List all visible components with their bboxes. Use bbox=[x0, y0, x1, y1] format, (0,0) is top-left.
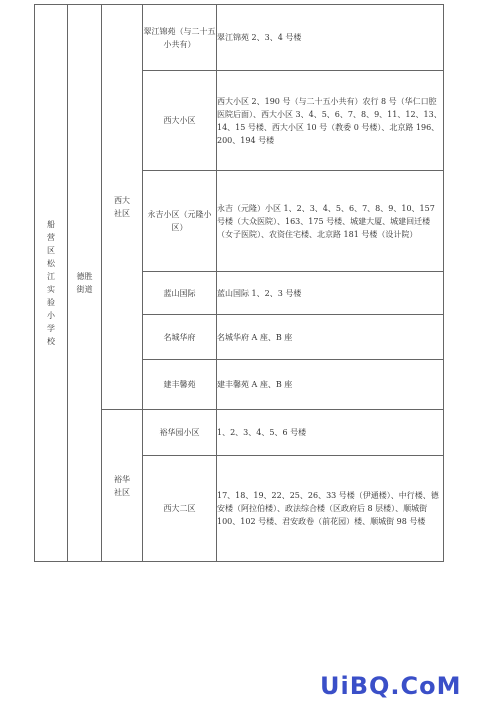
estate-buildings: 翠江锦苑 2、3、4 号楼 bbox=[217, 5, 444, 71]
street-cell bbox=[68, 5, 102, 562]
watermark-logo: UiBQ.CoM bbox=[320, 672, 462, 700]
estate-name: 西大二区 bbox=[143, 456, 217, 562]
estate-name: 永吉小区（元隆小区） bbox=[143, 171, 217, 272]
school-name: 船营区松江实验小学校 bbox=[47, 220, 55, 346]
school-cell bbox=[35, 5, 68, 562]
estate-buildings: 17、18、19、22、25、26、33 号楼（伊通楼）、中行楼、德安楼（阿拉伯楼）、政法综合楼（区政府后 8 层楼）、顺城街 100、102 号楼、君安政卷（前花园）楼、顺城街 98 号楼 bbox=[217, 456, 444, 562]
street-name: 德胜街道 bbox=[76, 272, 93, 294]
estate-buildings: 建丰馨苑 A 座、B 座 bbox=[217, 360, 444, 410]
estate-name: 西大小区 bbox=[143, 71, 217, 171]
estate-name: 裕华园小区 bbox=[143, 410, 217, 456]
estate-name: 翠江锦苑（与二十五小共有） bbox=[143, 5, 217, 71]
community-name: 西大社区 bbox=[114, 196, 130, 218]
enrollment-zone-table bbox=[34, 4, 444, 562]
community-name: 裕华社区 bbox=[114, 474, 130, 497]
estate-buildings: 1、2、3、4、5、6 号楼 bbox=[217, 410, 444, 456]
estate-buildings: 蓝山国际 1、2、3 号楼 bbox=[217, 272, 444, 315]
estate-name: 建丰馨苑 bbox=[143, 360, 217, 410]
estate-buildings: 西大小区 2、190 号（与二十五小共有）农行 8 号（华仁口腔医院后面）、西大小区 3、4、5、6、7、8、9、11、12、13、14、15 号楼、西大小区 10 号（教委 0 号楼）、北京路 196、200、194 号楼 bbox=[217, 71, 444, 171]
estate-name: 蓝山国际 bbox=[143, 272, 217, 315]
estate-buildings: 名城华府 A 座、B 座 bbox=[217, 315, 444, 360]
community-cell bbox=[102, 5, 143, 410]
community-cell bbox=[102, 410, 143, 562]
estate-name: 名城华府 bbox=[143, 315, 217, 360]
table-row bbox=[35, 5, 444, 71]
estate-buildings: 永吉（元隆）小区 1、2、3、4、5、6、7、8、9、10、157 号楼（大众医院）、163、175 号楼、城建大厦、城建回迁楼（女子医院）、农资住宅楼、北京路 181 号楼（设计院） bbox=[217, 171, 444, 272]
